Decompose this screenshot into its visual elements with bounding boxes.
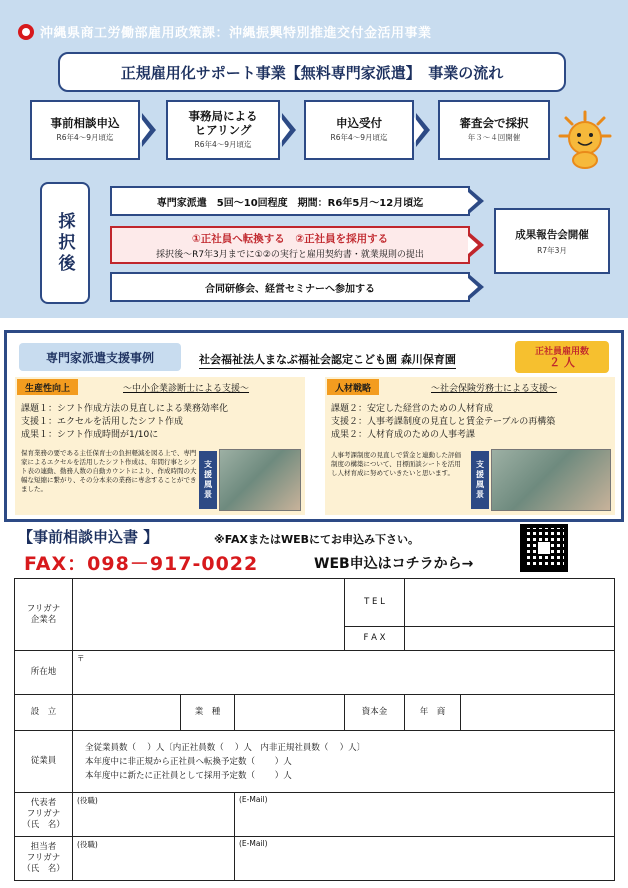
report-sub: R7年3月 bbox=[537, 245, 567, 255]
case-panel-productivity bbox=[15, 377, 305, 515]
step-sub: R6年4～9月頃迄 bbox=[194, 140, 252, 150]
employees-line: 本年度中に非正規から正社員へ転換予定数（ ）人 bbox=[85, 756, 292, 767]
step-sub: R6年4～9月頃迄 bbox=[56, 133, 114, 143]
row-seminar bbox=[110, 272, 470, 302]
header-text: 沖縄県商工労働部雇用政策課：沖縄振興特別推進交付金活用事業 bbox=[40, 26, 432, 41]
organization-name: 社会福祉法人まなぶ福祉会認定こども園 森川保育園 bbox=[199, 351, 456, 369]
employees-line: 本年度中に新たに正社員として採用予定数（ ）人 bbox=[85, 770, 292, 781]
panel-subtitle: ～社会保険労務士による支援～ bbox=[431, 384, 558, 394]
fax-label: F A X bbox=[345, 627, 405, 651]
address-field[interactable] bbox=[73, 651, 615, 695]
header bbox=[18, 22, 432, 41]
postal-mark: 〒 bbox=[77, 654, 85, 663]
step-sub: 年３～４回開催 bbox=[467, 133, 521, 143]
panel-line: 課題２：安定した経営のための人材育成 bbox=[331, 404, 494, 414]
employees-label: 従業員 bbox=[15, 731, 73, 793]
step-consultation bbox=[30, 100, 140, 160]
fax-field[interactable] bbox=[405, 627, 615, 651]
row-sub: 採択後～R7年3月までに①②の実行と雇用契約書・就業規則の提出 bbox=[156, 249, 424, 260]
report-title: 成果報告会開催 bbox=[515, 228, 589, 241]
case-study-tag: 専門家派遣支援事例 bbox=[19, 343, 181, 371]
application-form bbox=[14, 578, 615, 881]
arrow-right-icon bbox=[470, 233, 484, 257]
report-box bbox=[494, 208, 610, 274]
panel-subtitle: ～中小企業診断士による支援～ bbox=[123, 384, 250, 394]
panel-tag: 生産性向上 bbox=[17, 379, 78, 395]
panel-line: 成果２：人材育成のための人事考課 bbox=[331, 430, 476, 440]
hire-count: ２ 人 bbox=[549, 356, 575, 370]
arrow-right-icon bbox=[416, 113, 430, 147]
arrow-right-icon bbox=[470, 275, 484, 299]
step-title: 事務局による ヒアリング bbox=[188, 108, 258, 137]
row-title: 専門家派遣 5回～10回程度 期間：R6年5月～12月頃迄 bbox=[156, 197, 424, 209]
address-label: 所在地 bbox=[15, 651, 73, 695]
case-study-section bbox=[4, 330, 624, 522]
panel-line: 支援１：エクセルを活用したシフト作成 bbox=[21, 417, 184, 427]
support-photo bbox=[219, 449, 301, 511]
support-scene-tab: 支援風景 bbox=[199, 451, 217, 509]
panel-note: 保育業務の要である主任保育士の負担軽減を図る上で、専門家によるエクセルを活用したシフト作成は、年間行事とシフト表の連動、勤務人数の自動カウントにより、作成時間の大幅な短縮に繋がり、その分本来の業務に専念することができました。 bbox=[21, 449, 197, 493]
mascot-icon bbox=[556, 108, 614, 170]
row-title: ①正社員へ転換する ②正社員を採用する bbox=[191, 232, 389, 245]
founded-label: 設 立 bbox=[15, 695, 73, 731]
panel-tag: 人材戦略 bbox=[327, 379, 379, 395]
adopted-label: 採択後 bbox=[40, 182, 90, 304]
form-note: ※FAXまたはWEBにてお申込み下さい。 bbox=[214, 533, 419, 546]
fax-number: FAX：098－917-0022 bbox=[24, 553, 259, 575]
row-title: 合同研修会、経営セミナーへ参加する bbox=[205, 283, 375, 295]
representative-position-field[interactable]: (役職) bbox=[73, 793, 235, 837]
row-dispatch bbox=[110, 186, 470, 216]
step-title: 審査会で採択 bbox=[459, 115, 529, 130]
step-review bbox=[438, 100, 550, 160]
qr-code-icon[interactable] bbox=[520, 524, 568, 572]
panel-lines bbox=[21, 403, 228, 442]
panel-note: 人事考課制度の見直しで賃金と連動した評価制度の構築について、目標面談シートを活用し人材育成に努めていきたいと思います。 bbox=[331, 451, 461, 477]
annual-sales-label: 年 商 bbox=[405, 695, 461, 731]
hire-label: 正社員雇用数 bbox=[534, 347, 589, 358]
industry-label: 業 種 bbox=[181, 695, 235, 731]
company-field[interactable] bbox=[73, 579, 345, 651]
panel-line: 支援２：人事考課制度の見直しと賃金テーブルの再構築 bbox=[331, 417, 556, 427]
panel-line: 成果１：シフト作成時間が1/10に bbox=[21, 430, 159, 440]
tel-label: T E L bbox=[345, 579, 405, 627]
row-conversion bbox=[110, 226, 470, 264]
founded-field[interactable] bbox=[73, 695, 181, 731]
hire-count-badge bbox=[515, 341, 609, 373]
employees-field[interactable] bbox=[73, 731, 615, 793]
arrow-right-icon bbox=[470, 189, 484, 213]
step-application bbox=[304, 100, 414, 160]
support-photo bbox=[491, 449, 611, 511]
representative-label: 代表者 フリガナ （氏 名） bbox=[15, 793, 73, 837]
step-title: 申込受付 bbox=[336, 115, 382, 130]
step-hearing bbox=[166, 100, 280, 160]
contact-position-field[interactable]: (役職) bbox=[73, 837, 235, 881]
case-panel-hr bbox=[325, 377, 615, 515]
arrow-right-icon bbox=[142, 113, 156, 147]
industry-field[interactable] bbox=[235, 695, 345, 731]
web-apply-link[interactable]: WEB申込はコチラから→ bbox=[314, 556, 474, 572]
employees-line: 全従業員数（ ）人〔内正社員数（ ）人 内非正規社員数（ ）人〕 bbox=[85, 742, 366, 753]
capital-label: 資本金 bbox=[345, 695, 405, 731]
page-title: 正規雇用化サポート事業【無料専門家派遣】 事業の流れ bbox=[58, 52, 566, 92]
form-title: 【事前相談申込書 】 bbox=[18, 528, 159, 546]
annual-sales-field[interactable] bbox=[461, 695, 615, 731]
step-sub: R6年4～9月頃迄 bbox=[330, 133, 388, 143]
panel-line: 課題１：シフト作成方法の見直しによる業務効率化 bbox=[21, 404, 229, 414]
step-title: 事前相談申込 bbox=[50, 115, 120, 130]
prefecture-logo bbox=[18, 24, 34, 40]
contact-email-field[interactable]: (E-Mail) bbox=[235, 837, 615, 881]
contact-label: 担当者 フリガナ （氏 名） bbox=[15, 837, 73, 881]
tel-field[interactable] bbox=[405, 579, 615, 627]
support-scene-tab: 支援風景 bbox=[471, 451, 489, 509]
representative-email-field[interactable]: (E-Mail) bbox=[235, 793, 615, 837]
company-label: フリガナ 企業名 bbox=[15, 579, 73, 651]
panel-lines bbox=[331, 403, 555, 442]
arrow-right-icon bbox=[282, 113, 296, 147]
